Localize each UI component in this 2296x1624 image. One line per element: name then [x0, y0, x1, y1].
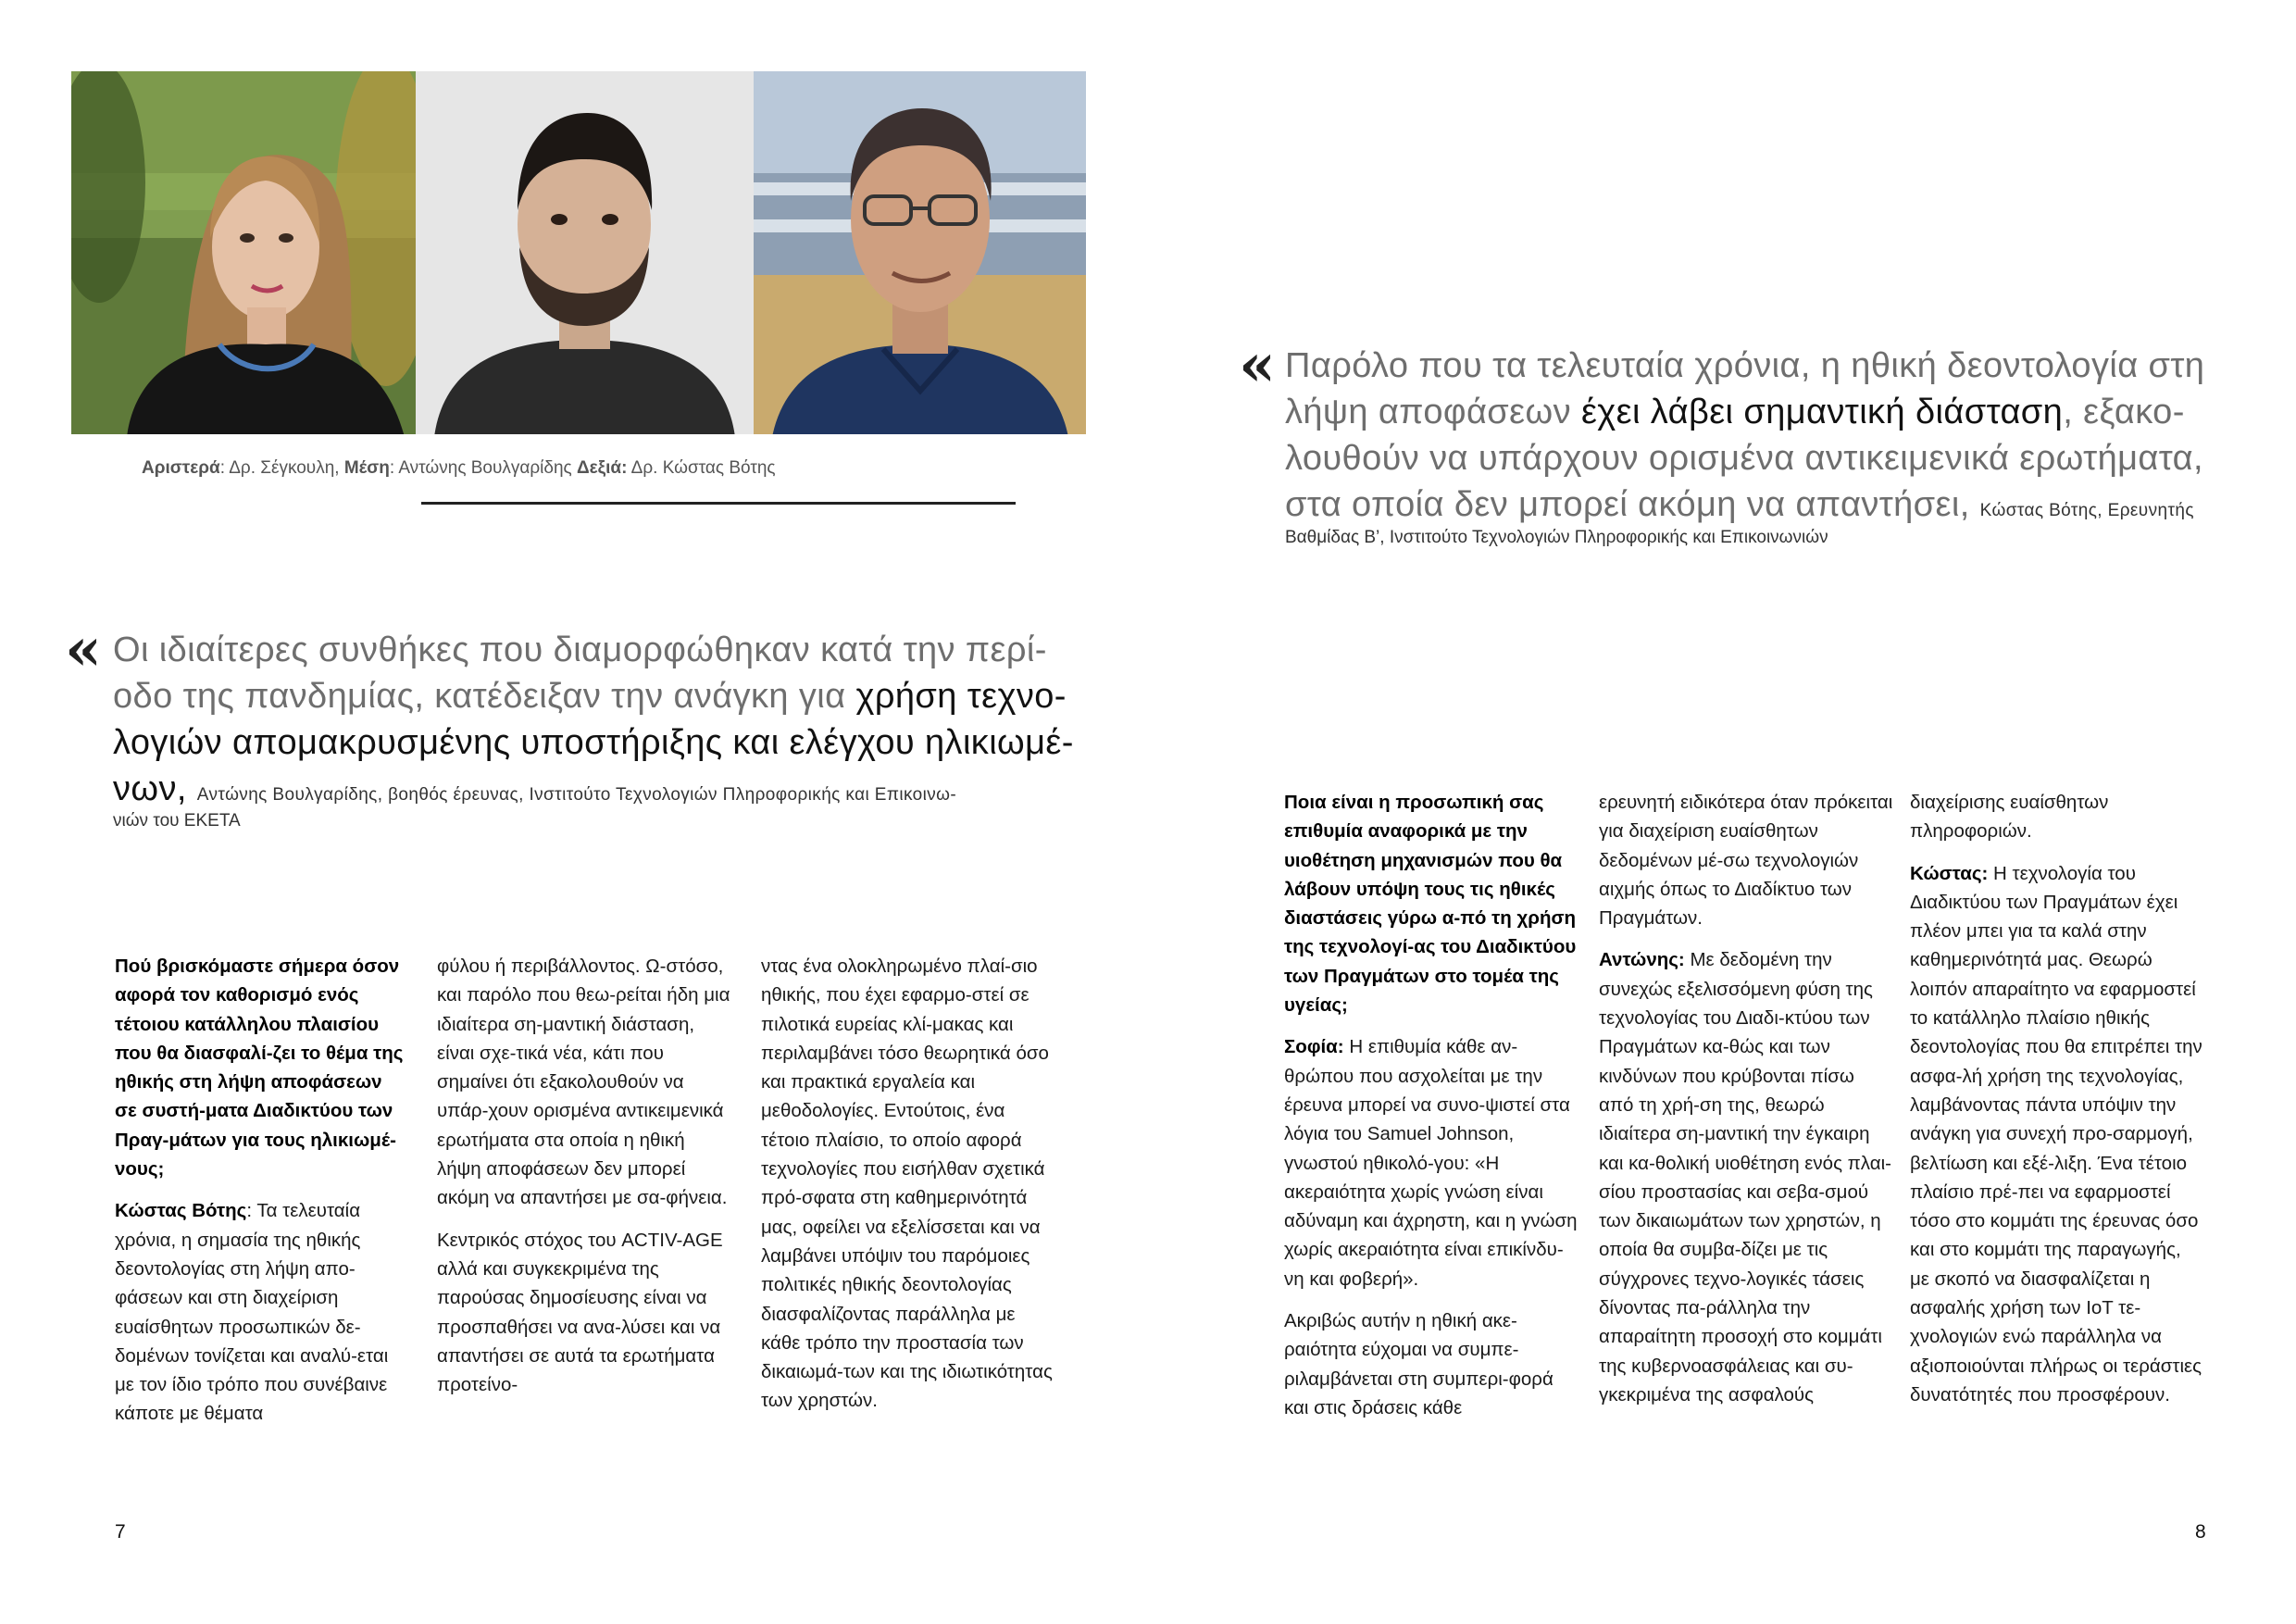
pull-quote-voulgaridis [113, 627, 1076, 818]
caption-left-name: : Δρ. Σέγκουλη, [219, 458, 344, 478]
column-2-paragraph-1: φύλου ή περιβάλλοντος. Ω-στόσο, και παρόλο που θεω-ρείται ήδη μια ιδιαίτερα ση-μαντική διάσταση, είναι σχε-τικά νέα, κάτι που σημαίνει ότι εξακολουθούν να υπάρ-χουν ορισμένα αντικειμενικά ερωτήματα στα οποία η ηθική λήψη αποφάσεων δεν μπορεί ακόμη να απαντήσει με σα-φήνεια. [437, 956, 730, 1209]
column-5 [1599, 788, 1893, 1422]
caption-right-name: Δρ. Κώστας Βότης [627, 458, 776, 478]
column-4 [1284, 788, 1578, 1435]
column-4-paragraph-3: Ακριβώς αυτήν η ηθική ακε-ραιότητα εύχομαι να συμπε-ριλαμβάνεται στη συμπερι-φορά και στις δράσεις κάθε [1284, 1310, 1554, 1418]
speaker-sofia: Σοφία: [1284, 1036, 1344, 1058]
caption-divider [421, 502, 1016, 505]
quote-right-attribution-cont: Βαθμίδας Β’, Ινστιτούτο Τεχνολογιών Πληροφορικής και Επικοινωνιών [1285, 528, 1828, 547]
column-6-paragraph-1: διαχείρισης ευαίσθητων πληροφοριών. [1910, 792, 2109, 843]
column-1 [115, 952, 409, 1442]
photo-segkouli [71, 71, 416, 434]
caption-middle-name: : Αντώνης Βουλγαρίδης [389, 458, 577, 478]
page-number-left: 7 [115, 1521, 126, 1543]
quote-right-line4: στα οποία δεν μπορεί ακόμη να απαντήσει, [1285, 485, 1970, 524]
photo-caption [142, 458, 776, 479]
quote-right-line2a: λήψη αποφάσεων [1285, 393, 1581, 431]
quote-right-line3: λουθούν να υπάρχουν ορισμένα αντικειμενικά ερωτήματα, [1285, 439, 2203, 478]
photo-voulgaridis [416, 71, 754, 434]
quote-left-line1: Οι ιδιαίτερες συνθήκες που διαμορφώθηκαν κατά την περί- [113, 631, 1047, 669]
answer-antonis: Με δεδομένη την συνεχώς εξελισσόμενη φύση της τεχνολογίας του Διαδι-κτύου των Πραγμάτων κα-θώς και των κινδύνων που κρύβονται πίσω από τη χρή-ση της, θεωρώ ιδιαίτερα ση-μαντική την έγκαιρη και κα-θολική υιοθέτηση ενός πλαι-σίου προστασίας και σεβα-σμού των δικαιωμάτων των χρηστών, η οποία θα συμβα-δίζει με τις σύγχρονες τεχνο-λογικές τάσεις δίνοντας πα-ράλληλα την απαραίτητη προσοχή στο κομμάτι της κυβερνοασφάλειας και συ-γκεκριμένα της ασφαλούς [1599, 949, 1891, 1405]
column-2-paragraph-2: Κεντρικός στόχος του ACTIV-AGE αλλά και συγκεκριμένα της παρούσας δημοσίευσης είναι να προσπαθήσει να ανα-λύσει και να απαντήσει σε αυτά τα ερωτήματα προτείνο- [437, 1229, 723, 1396]
caption-middle-label: Μέση [343, 458, 390, 478]
caption-left-label: Αριστερά [142, 458, 220, 478]
column-2 [437, 952, 731, 1412]
pull-quote-votis [1285, 343, 2266, 534]
caption-right-label: Δεξιά: [576, 458, 628, 478]
quote-left-line2a: οδο της πανδημίας, κατέδειξαν την ανάγκη για [113, 677, 856, 716]
quote-right-line2c: , εξακο- [2063, 393, 2185, 431]
column-6 [1910, 788, 2204, 1422]
quote-right-highlight: έχει λάβει σημαντική διάσταση [1580, 393, 2064, 431]
column-5-paragraph-1: ερευνητή ειδικότερα όταν πρόκειται για διαχείριση ευαίσθητων δεδομένων μέ-σω τεχνολογιών αιχμής όπως το Διαδίκτυο των Πραγμάτων. [1599, 792, 1893, 930]
quote-left-attribution: Αντώνης Βουλγαρίδης, βοηθός έρευνας, Ινστιτούτο Τεχνολογιών Πληροφορικής και Επικοινω- [196, 785, 957, 805]
quote-mark-left: « [65, 615, 102, 684]
quote-right-attribution: Κώστας Βότης, Ερευνητής [1979, 501, 2194, 520]
question-1: Πού βρισκόμαστε σήμερα όσον αφορά τον καθορισμό ενός τέτοιου κατάλληλου πλαισίου που θα διασφαλί-ζει το θέμα της ηθικής στη λήψη αποφάσεων σε συστή-ματα Διαδικτύου των Πραγ-μάτων για τους ηλικιωμέ-νους; [115, 956, 404, 1181]
quote-left-attribution-cont: νιών του ΕΚΕΤΑ [113, 811, 241, 831]
answer-sofia: Η επιθυμία κάθε αν-θρώπου που ασχολείται με την έρευνα μπορεί να συνο-ψιστεί στα λόγια του Samuel Johnson, γνωστού ηθικολό-γου: «Η ακεραιότητα χωρίς γνώση είναι αδύναμη και άχρηστη, και η γνώση χωρίς ακεραιότητα είναι επικίνδυ-νη και φοβερή». [1284, 1036, 1578, 1290]
photo-votis [754, 71, 1086, 434]
column-3-paragraph-1: ντας ένα ολοκληρωμένο πλαί-σιο ηθικής, που έχει εφαρμο-στεί σε πιλοτικά ευρείας κλί-μακας και περιλαμβάνει τόσο θεωρητικά όσο και πρακτικά εργαλεία και μεθοδολογίες. Εντούτοις, ένα τέτοιο πλαίσιο, το οποίο αφορά τεχνολογίες που εισήλθαν σχετικά πρό-σφατα στη καθημερινότητά μας, οφείλει να εξελίσσεται και να λαμβάνει υπόψιν του παρόμοιες πολιτικές ηθικής δεοντολογίας διασφαλίζοντας παράλληλα με κάθε τρόπο την προστασία των δικαιωμά-των και της ιδιωτικότητας των χρηστών. [761, 956, 1053, 1412]
quote-right-line1: Παρόλο που τα τελευταία χρόνια, η ηθική δεοντολογία στη [1285, 346, 2205, 385]
question-2: Ποια είναι η προσωπική σας επιθυμία αναφορικά με την υιοθέτηση μηχανισμών που θα λάβουν υπόψη τους τις ηθικές διαστάσεις γύρω α-πό τη χρήση της τεχνολογί-ας του Διαδικτύου των Πραγμάτων στο τομέα της υγείας; [1284, 792, 1577, 1017]
answer-votis: : Τα τελευταία χρόνια, η σημασία της ηθικής δεοντολογίας στη λήψη απο-φάσεων και στη διαχείριση ευαίσθητων προσωπικών δε-δομένων τονίζεται και αναλύ-εται με τον ίδιο τρόπο που συνέβαινε κάποτε με θέματα [115, 1200, 389, 1425]
speaker-votis: Κώστας Βότης [115, 1200, 247, 1222]
speaker-antonis: Αντώνης: [1599, 949, 1685, 971]
quote-left-highlight-a: χρήση τεχνο- [855, 677, 1067, 716]
column-3 [761, 952, 1055, 1429]
quote-mark-right: « [1239, 331, 1276, 400]
page-number-right: 8 [2195, 1521, 2206, 1543]
quote-left-line4: νων, [113, 769, 187, 808]
speaker-kostas: Κώστας: [1910, 862, 1989, 884]
quote-left-highlight-b: λογιών απομακρυσμένης υποστήριξης και ελέγχου ηλικιωμέ- [113, 723, 1074, 762]
answer-kostas: Η τεχνολογία του Διαδικτύου των Πραγμάτων έχει πλέον μπει για τα καλά στην καθημερινότητά μας. Θεωρώ λοιπόν απαραίτητο να εφαρμοστεί το κατάλληλο πλαίσιο ηθικής δεοντολογίας που θα επιτρέπει την ασφα-λή χρήση της τεχνολογίας, λαμβάνοντας πάντα υπόψιν την ανάγκη για συνεχή προ-σαρμογή, βελτίωση και εξέ-λιξη. Ένα τέτοιο πλαίσιο πρέ-πει να εφαρμοστεί τόσο στο κομμάτι της έρευνας όσο και στο κομμάτι της παραγωγής, με σκοπό να διασφαλίζεται η ασφαλής χρήση των IoT τε-χνολογιών ενώ παράλληλα να αξιοποιούνται πλήρως οι τεράστιες δυνατότητές που προσφέρουν. [1910, 862, 2202, 1405]
